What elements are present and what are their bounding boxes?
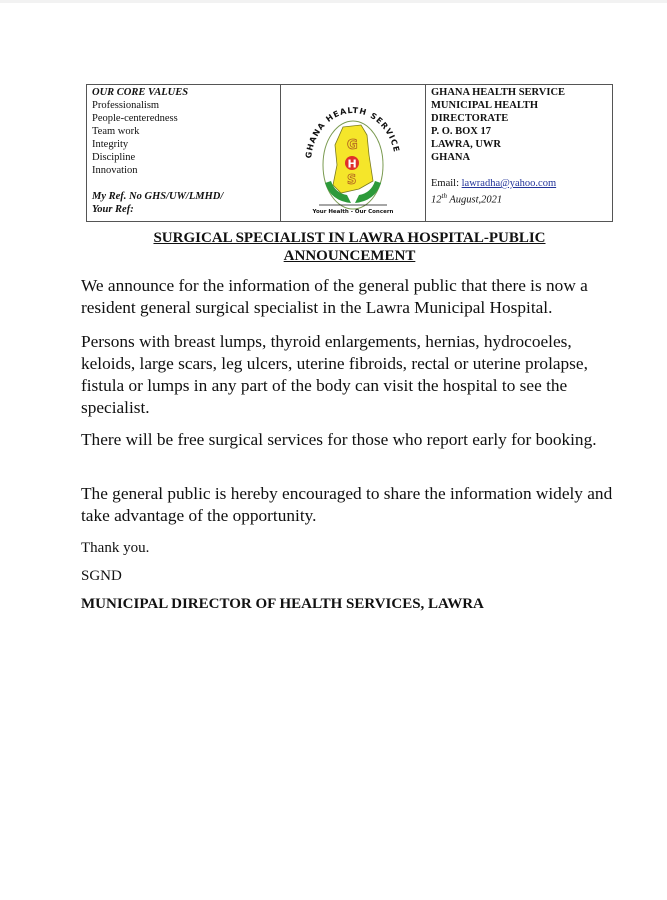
core-value: Professionalism	[92, 100, 160, 111]
svg-text:Your Health - Our Concern: Your Health - Our Concern	[312, 209, 394, 215]
date-day: 12	[431, 194, 442, 206]
paragraph	[81, 275, 621, 319]
address-line: MUNICIPAL HEALTH	[431, 100, 539, 111]
title-line: ANNOUNCEMENT	[283, 248, 416, 264]
core-value: Discipline	[92, 152, 136, 163]
email-line	[431, 177, 607, 190]
email-link[interactable]: lawradha@yahoo.com	[461, 178, 557, 189]
date	[431, 190, 607, 207]
address-line: LAWRA, UWR	[431, 139, 502, 150]
address-line: DIRECTORATE	[431, 113, 509, 124]
paragraph-text: The general public is hereby encouraged to share the information widely and take advantage of the opportunity.	[81, 484, 613, 525]
address-line: P. O. BOX 17	[431, 126, 491, 137]
signatory: MUNICIPAL DIRECTOR OF HEALTH SERVICES, LAWRA	[81, 596, 484, 612]
svg-text:S: S	[347, 173, 357, 188]
core-value: Innovation	[92, 165, 138, 176]
core-value: People-centeredness	[92, 113, 178, 124]
title-line: SURGICAL SPECIALIST IN LAWRA HOSPITAL-PUBLIC	[153, 230, 546, 246]
email-label: Email:	[431, 178, 462, 189]
my-ref: My Ref. No GHS/UW/LMHD/	[92, 191, 224, 202]
address-line: GHANA	[431, 152, 471, 163]
date-rest: August,2021	[446, 194, 503, 206]
core-values-cell	[87, 85, 281, 222]
date-suffix: th	[441, 192, 447, 200]
your-ref: Your Ref:	[92, 204, 134, 215]
address-cell	[426, 85, 613, 222]
paragraph-text: There will be free surgical services for those who report early for booking.	[81, 430, 597, 449]
paragraph	[81, 429, 621, 451]
sgnd: SGND	[81, 568, 122, 584]
core-value: Integrity	[92, 139, 129, 150]
svg-text:G: G	[347, 138, 358, 153]
closing: Thank you.	[81, 540, 150, 556]
top-edge	[0, 0, 667, 3]
ghs-logo	[281, 85, 425, 217]
svg-text:H: H	[347, 157, 357, 171]
address-line: GHANA HEALTH SERVICE	[431, 87, 566, 98]
logo-cell	[281, 85, 426, 222]
core-values-title: OUR CORE VALUES	[92, 87, 189, 98]
svg-text:GHANA HEALTH SERVICE: GHANA HEALTH SERVICE	[304, 105, 402, 159]
paragraph	[81, 483, 621, 527]
paragraph	[81, 331, 621, 419]
letterhead-table	[86, 84, 613, 222]
core-value: Team work	[92, 126, 140, 137]
paragraph-text: Persons with breast lumps, thyroid enlargements, hernias, hydrocoeles, keloids, large scars, leg ulcers, uterine fibroids, rectal or uterine prolapse, fistula or lumps in any part of the body can visit the hospital to see the specialist.	[81, 332, 588, 417]
announcement-title	[86, 229, 613, 265]
paragraph-text: We announce for the information of the general public that there is now a resident general surgical specialist in the Lawra Municipal Hospital.	[81, 276, 588, 317]
